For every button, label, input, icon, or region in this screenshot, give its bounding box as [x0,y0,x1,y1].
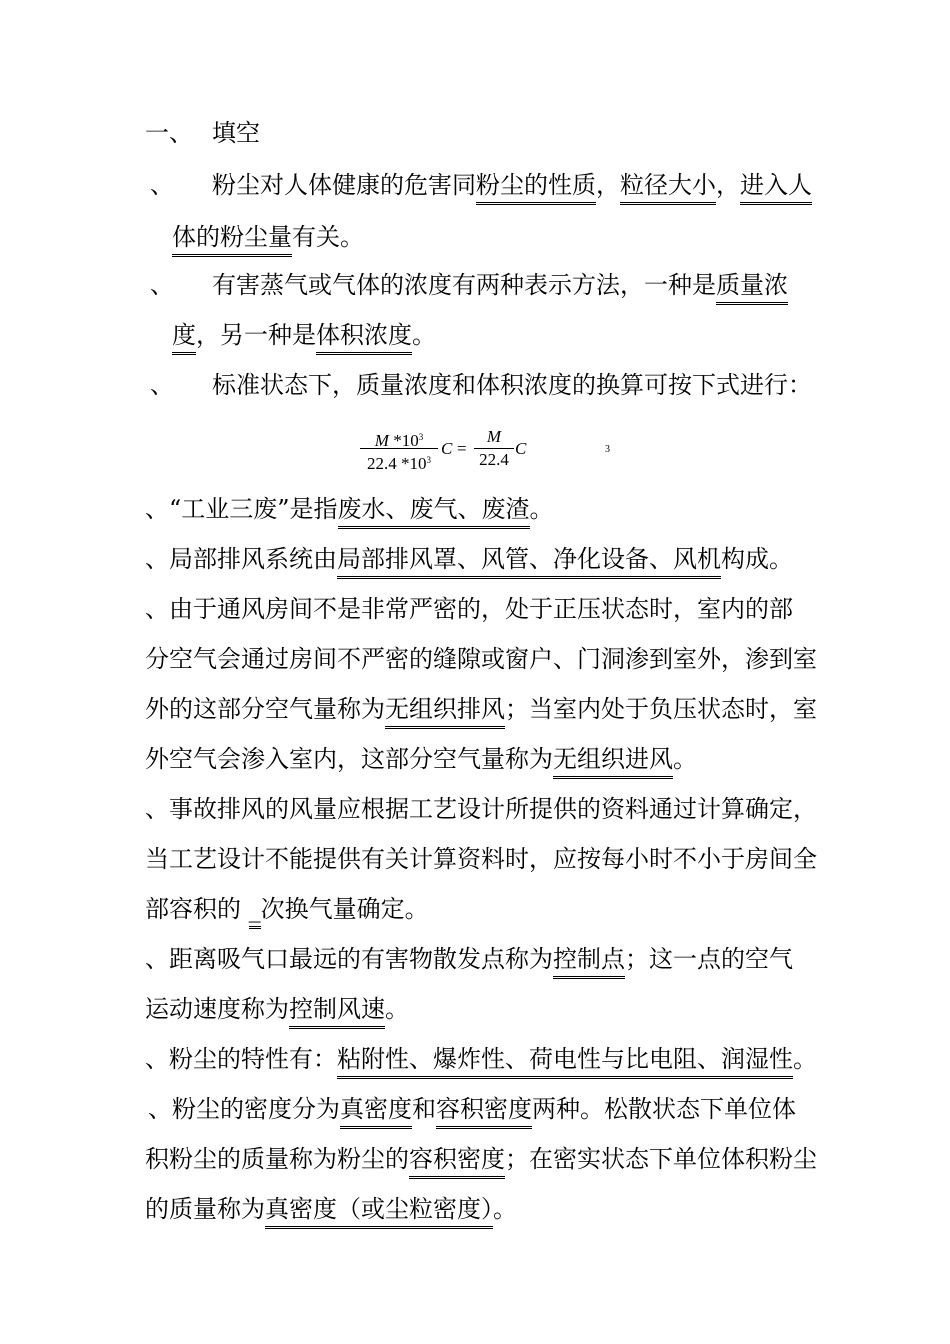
text: 。 [385,995,409,1023]
answer: 粉尘的性质 [476,171,596,205]
item-6-line-1: 、由于通风房间不是非常严密的，处于正压状态时，室内的部 [145,595,793,623]
text: 、粉尘的特性有： [145,1045,337,1073]
text: ， [596,171,620,199]
text: 积粉尘的质量称为粉尘的 [145,1145,409,1173]
item-4-line-1 [145,494,554,524]
answer: 无组织排风 [385,695,505,729]
item-2-line-2 [172,320,436,350]
answer: 体积浓度 [316,321,412,355]
item-1-line-1 [212,170,812,200]
text: ，另一种是 [196,321,316,349]
text: 的质量称为 [145,1195,265,1223]
item-6-line-3 [145,694,817,724]
symbol-c: C [441,439,453,458]
answer: 度 [172,321,196,355]
answer: 局部排风罩、风管、净化设备、风机 [337,545,721,579]
text: 部容积的 [145,895,249,923]
text: 。 [412,321,436,349]
item-6-line-4 [145,744,697,774]
item-8-line-1 [145,944,793,974]
text: 。 [673,745,697,773]
text: 运动速度称为 [145,995,289,1023]
item-1-line-2 [172,222,364,252]
text: 、距离吸气口最远的有害物散发点称为 [145,945,553,973]
text: 外的这部分空气量称为 [145,695,385,723]
right-denominator: 22.4 [474,448,514,471]
answer: 粘附性、爆炸性、荷电性与比电阻、润湿性 [337,1045,793,1079]
item-10-line-1 [148,1094,796,1124]
answer: _ [249,895,261,929]
answer: 无组织进风 [553,745,673,779]
text: 、“工业三废”是指 [145,495,338,523]
text: 有关。 [292,223,364,251]
item-2-bullet: 、 [150,271,174,299]
answer: 废水、废气、废渣 [338,495,530,529]
text: 两种。松散状态下单位体 [532,1095,796,1123]
text: 。 [529,495,554,523]
item-3-bullet: 、 [150,371,174,399]
answer: 粒径大小 [620,171,716,205]
item-5-line-1 [145,544,793,574]
answer: 容积密度 [436,1095,532,1129]
item-8-line-2 [145,994,409,1024]
item-10-line-2 [145,1144,817,1174]
text: ；当室内处于负压状态时，室 [505,695,817,723]
text: 次换气量确定。 [260,895,429,923]
answer: 容积密度 [409,1145,505,1179]
conversion-formula [360,426,560,478]
left-denominator: 22.4 $*10^3$ [360,448,438,471]
item-1-bullet: 、 [150,171,174,199]
equals-sign: = [457,439,467,458]
text: 构成。 [721,545,793,573]
item-3-line-1: 标准状态下，质量浓度和体积浓度的换算可按下式进行： [212,371,812,399]
text: 、局部排风系统由 [145,545,337,573]
right-fraction [474,426,514,471]
symbol-c: C [515,439,527,458]
item-2-line-1 [212,270,788,300]
item-7-line-2: 当工艺设计不能提供有关计算资料时，应按每小时不小于房间全 [145,845,817,873]
formula-note: 3 [605,444,610,455]
answer: 真密度 [340,1095,412,1129]
item-10-line-3 [145,1194,517,1224]
right-numerator: M [486,427,502,446]
item-6-line-2: 分空气会通过房间不严密的缝隙或窗户、门洞渗到室外，渗到室 [145,645,817,673]
text: 外空气会渗入室内，这部分空气量称为 [145,745,553,773]
left-numerator: M $*10^3$ [374,431,424,450]
text: 有害蒸气或气体的浓度有两种表示方法，一种是 [212,271,716,299]
text: 。 [493,1195,517,1223]
text: 。 [793,1045,817,1073]
left-fraction [360,426,438,471]
answer: 质量浓 [716,271,788,305]
section-title: 填空 [212,119,260,147]
answer: 真密度（或尘粒密度） [265,1195,493,1229]
item-9-line-1 [145,1044,817,1074]
text: 、粉尘的密度分为 [148,1095,340,1123]
text: ， [716,171,740,199]
text: ；在密实状态下单位体积粉尘 [505,1145,817,1173]
item-7-line-3 [145,894,429,924]
item-7-line-1: 、事故排风的风量应根据工艺设计所提供的资料通过计算确定， [145,795,817,823]
answer: 控制风速 [289,995,385,1029]
text: 和 [412,1095,436,1123]
answer: 进入人 [740,171,812,205]
section-number: 一、 [145,119,193,147]
text: ；这一点的空气 [625,945,793,973]
answer: 体的粉尘量 [172,223,292,257]
answer: 控制点 [553,945,625,979]
text: 粉尘对人体健康的危害同 [212,171,476,199]
